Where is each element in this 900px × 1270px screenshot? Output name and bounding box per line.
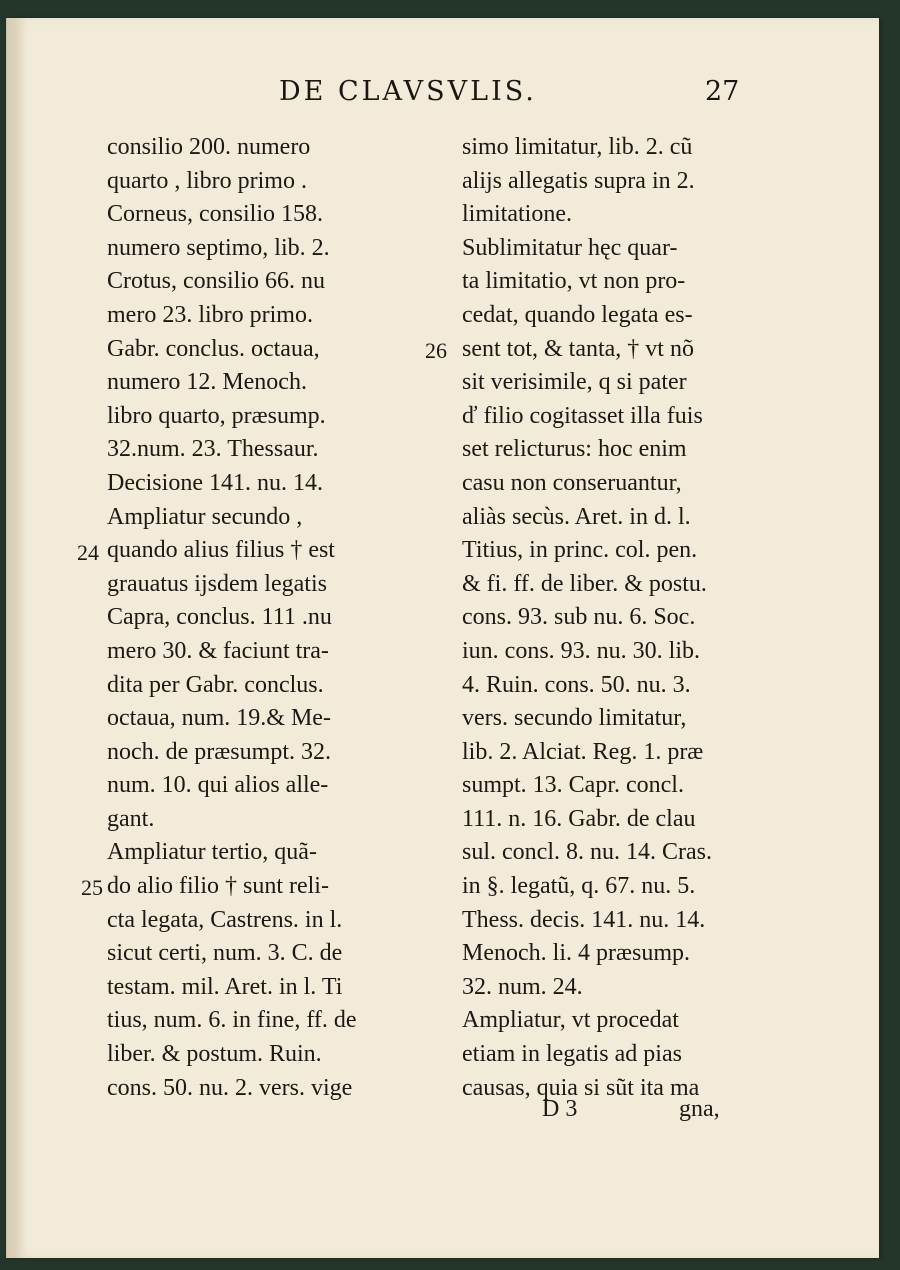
text-line: cedat, quando legata es-	[462, 301, 693, 328]
text-line: mero 30. & faciunt tra-	[107, 637, 329, 664]
text-line: 111. n. 16. Gabr. de clau	[462, 805, 696, 832]
text-line: iun. cons. 93. nu. 30. lib.	[462, 637, 700, 664]
text-line: quando alius filius † est	[107, 537, 335, 564]
text-line: Menoch. li. 4 præsump.	[462, 940, 690, 967]
text-line: sent tot, & tanta, † vt nõ	[462, 335, 694, 362]
text-line: simo limitatur, lib. 2. cũ	[462, 134, 693, 160]
text-line: testam. mil. Aret. in l. Ti	[107, 973, 343, 1000]
text-line: num. 10. qui alios alle-	[107, 772, 329, 799]
text-line: in §. legatũ, q. 67. nu. 5.	[462, 873, 696, 900]
text-line: Capra, conclus. 111 .nu	[107, 604, 332, 631]
margin-marker-26: 26	[425, 338, 447, 363]
text-line: libro quarto, præsump.	[107, 402, 326, 429]
text-line: Sublimitatur hęc quar-	[462, 234, 678, 261]
text-line: ta limitatio, vt non pro-	[462, 268, 686, 295]
text-line: sit verisimile, q si pater	[462, 369, 687, 396]
text-line: 4. Ruin. cons. 50. nu. 3.	[462, 671, 691, 698]
text-line: etiam in legatis ad pias	[462, 1041, 682, 1068]
right-column	[462, 131, 774, 1105]
text-line: grauatus ijsdem legatis	[107, 570, 327, 597]
text-line: cons. 50. nu. 2. vers. vige	[107, 1074, 353, 1101]
text-line: casu non conseruantur,	[462, 469, 682, 496]
text-line: 32. num. 24.	[462, 973, 583, 1000]
text-line: ď filio cogitasset illa fuis	[462, 402, 703, 429]
text-line: Ampliatur secundo ,	[107, 503, 303, 530]
text-line: Crotus, consilio 66. nu	[107, 268, 326, 295]
text-line: lib. 2. Alciat. Reg. 1. præ	[462, 738, 704, 765]
text-line: Ampliatur tertio, quã-	[107, 839, 317, 866]
text-line: quarto , libro primo .	[107, 167, 307, 194]
text-line: Gabr. conclus. octaua,	[107, 335, 320, 362]
text-line: cta legata, Castrens. in l.	[107, 906, 343, 933]
text-line: tius, num. 6. in fine, ff. de	[107, 1007, 357, 1034]
text-line: consilio 200. numero	[107, 134, 311, 160]
text-line: causas, quia si sũt ita ma	[462, 1074, 700, 1101]
text-line: sul. concl. 8. nu. 14. Cras.	[462, 839, 712, 866]
page-gutter-shadow	[7, 18, 27, 1258]
text-line: Thess. decis. 141. nu. 14.	[462, 906, 706, 933]
signature-mark: D 3	[542, 1096, 578, 1122]
catchword: gna,	[679, 1096, 720, 1122]
running-title: DE CLAVSVLIS.	[279, 76, 537, 107]
book-page	[6, 18, 879, 1258]
text-line: alijs allegatis supra in 2.	[462, 167, 695, 194]
text-line: set relicturus: hoc enim	[462, 436, 687, 463]
margin-marker-24: 24	[77, 540, 99, 565]
text-line: gant.	[107, 805, 155, 832]
text-line: Decisione 141. nu. 14.	[107, 469, 323, 496]
text-line: aliàs secùs. Aret. in d. l.	[462, 503, 691, 530]
text-line: sicut certi, num. 3. C. de	[107, 940, 343, 967]
text-line: cons. 93. sub nu. 6. Soc.	[462, 604, 696, 631]
text-line: vers. secundo limitatur,	[462, 705, 687, 732]
folio-number: 27	[705, 76, 740, 107]
text-line: Titius, in princ. col. pen.	[462, 537, 698, 564]
text-line: Ampliatur, vt procedat	[462, 1007, 679, 1034]
text-line: dita per Gabr. conclus.	[107, 671, 324, 698]
text-line: limitatione.	[462, 201, 572, 228]
text-line: noch. de præsumpt. 32.	[107, 738, 331, 765]
text-line: sumpt. 13. Capr. concl.	[462, 772, 684, 799]
text-line: liber. & postum. Ruin.	[107, 1041, 322, 1068]
text-line: Corneus, consilio 158.	[107, 201, 323, 228]
left-column	[107, 131, 419, 1105]
text-line: & fi. ff. de liber. & postu.	[462, 570, 707, 597]
text-line: octaua, num. 19.& Me-	[107, 705, 331, 732]
text-line: numero septimo, lib. 2.	[107, 234, 330, 261]
text-line: numero 12. Menoch.	[107, 369, 307, 396]
text-line: mero 23. libro primo.	[107, 301, 313, 328]
margin-marker-25: 25	[81, 875, 103, 900]
text-line: 32.num. 23. Thessaur.	[107, 436, 319, 463]
text-line: do alio filio † sunt reli-	[107, 873, 329, 900]
